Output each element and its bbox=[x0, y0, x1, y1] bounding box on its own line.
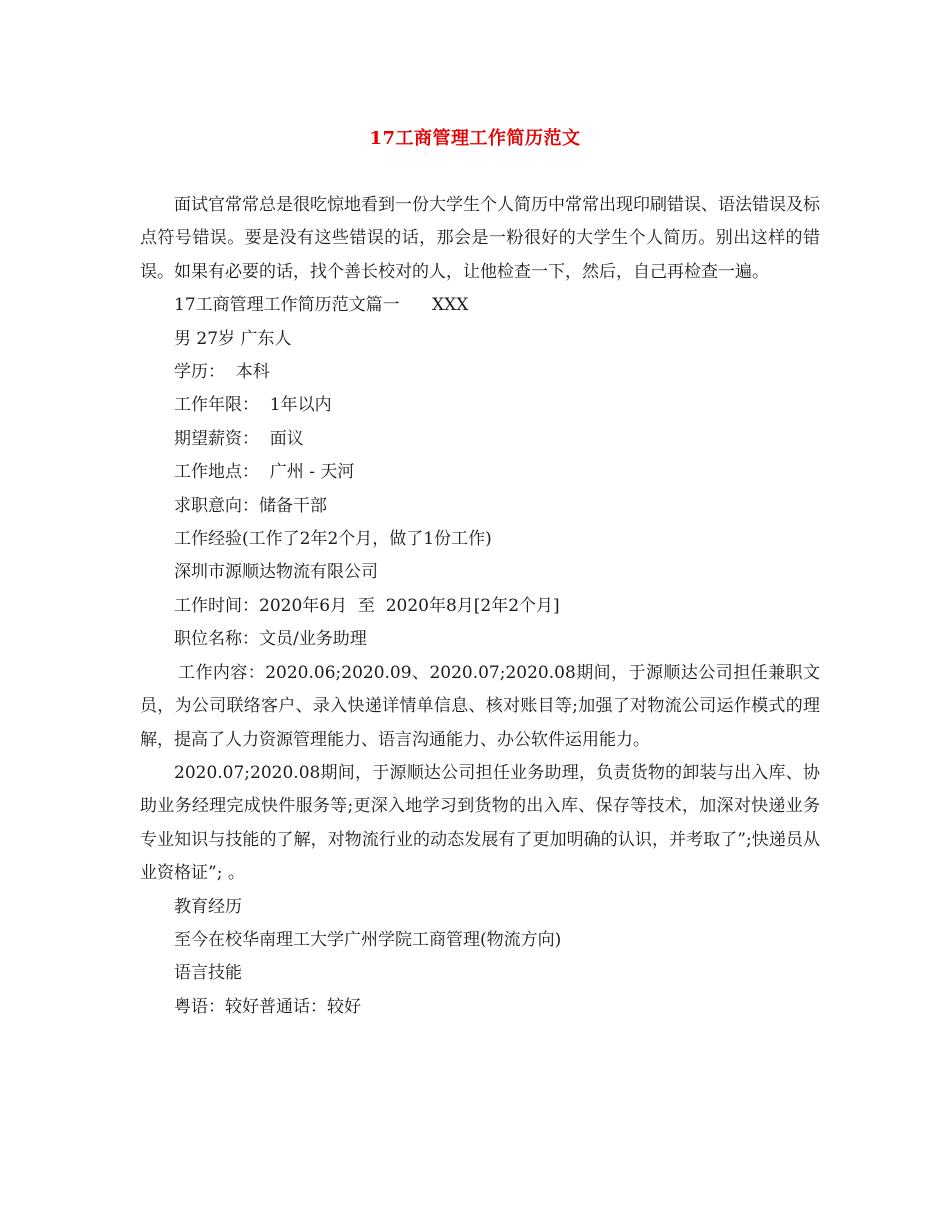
job-intention-line: 求职意向：储备干部 bbox=[174, 495, 327, 516]
education-detail-line: 至今在校华南理工大学广州学院工商管理(物流方向) bbox=[174, 929, 562, 950]
language-skills-detail-line: 粤语：较好普通话：较好 bbox=[174, 996, 361, 1017]
basic-info-line: 男 27岁 广东人 bbox=[174, 328, 292, 349]
work-content-paragraph-2: 2020.07;2020.08期间，于源顺达公司担任业务助理，负责货物的卸装与出入库、协助业务经理完成快件服务等;更深入地学习到货物的出入库、保存等技术，加深对快递业务专业知识与技能的了解，对物流行业的动态发展有了更加明确的认识，并考取了”;快递员从业资格证”; 。 bbox=[140, 762, 820, 884]
work-content-paragraph-1: 工作内容：2020.06;2020.09、2020.07;2020.08期间，于源顺达公司担任兼职文员，为公司联络客户、录入快递详情单信息、核对账目等;加强了对物流公司运作模式的理解，提高了人力资源管理能力、语言沟通能力、办公软件运用能力。 bbox=[140, 662, 820, 750]
document-title: 17工商管理工作简历范文 bbox=[369, 128, 581, 149]
document-body bbox=[140, 189, 820, 1024]
expected-salary-line: 期望薪资： 面议 bbox=[174, 428, 304, 449]
work-years-line: 工作年限： 1年以内 bbox=[174, 395, 332, 416]
job-title-line: 职位名称：文员/业务助理 bbox=[174, 629, 367, 650]
language-skills-heading: 语言技能 bbox=[174, 963, 242, 984]
work-experience-line: 工作经验(工作了2年2个月，做了1份工作) bbox=[174, 529, 492, 550]
education-level-line: 学历： 本科 bbox=[174, 362, 270, 383]
intro-paragraph: 面试官常常总是很吃惊地看到一份大学生个人简历中常常出现印刷错误、语法错误及标点符号错误。要是没有这些错误的话，那会是一粉很好的大学生个人简历。别出这样的错误。如果有必要的话，找个善长校对的人，让他检查一下，然后，自己再检查一遍。 bbox=[140, 195, 820, 282]
work-period-line: 工作时间：2020年6月 至 2020年8月[2年2个月] bbox=[174, 595, 560, 616]
company-name-line: 深圳市源顺达物流有限公司 bbox=[174, 562, 378, 583]
work-location-line: 工作地点： 广州 - 天河 bbox=[174, 462, 355, 483]
education-heading: 教育经历 bbox=[174, 896, 242, 917]
resume-heading-line: 17工商管理工作简历范文篇一 XXX bbox=[174, 295, 469, 316]
